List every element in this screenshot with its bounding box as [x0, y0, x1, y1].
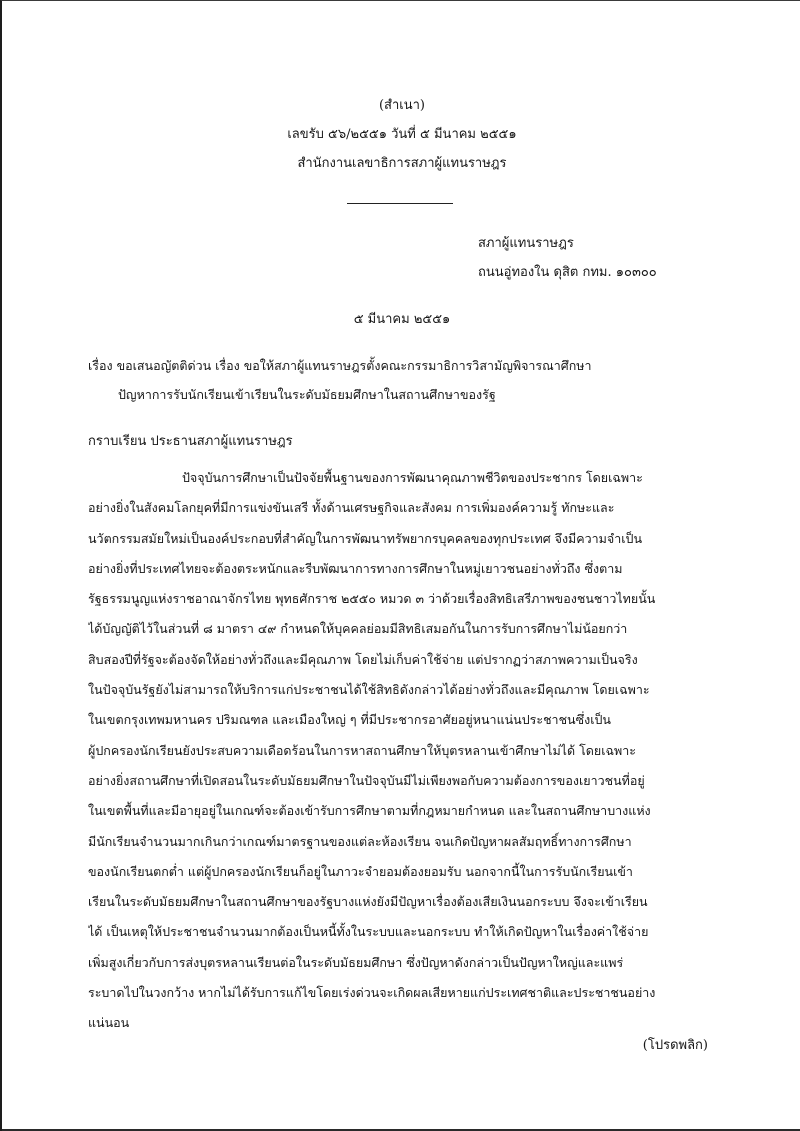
office-name-text: สำนักงานเลขาธิการสภาผู้แทนราษฎร	[297, 156, 507, 171]
letter-date	[2, 307, 800, 333]
body-line: ได้บัญญัติไว้ในส่วนที่ ๘ มาตรา ๔๙ กำหนดให้บุคคลย่อมมีสิทธิเสมอกันในการรับการศึกษาไม่น้อยกว่า	[88, 621, 628, 637]
please-turn-over	[643, 1033, 708, 1059]
body-line: นวัตกรรมสมัยใหม่เป็นองค์ประกอบที่สำคัญในการพัฒนาทรัพยากรบุคคลของทุกประเทศ จึงมีความจำเป็น	[88, 530, 643, 546]
body-line: มีนักเรียนจำนวนมากเกินกว่าเกณฑ์มาตรฐานของแต่ละห้องเรียน จนเกิดปัญหาผลสัมฤทธิ์ทางการศึกษา	[88, 833, 632, 849]
body-line: ปัจจุบันการศึกษาเป็นปัจจัยพื้นฐานของการพัฒนาคุณภาพชีวิตของประชากร โดยเฉพาะ	[182, 470, 643, 485]
body-line: อย่างยิ่งที่ประเทศไทยจะต้องตระหนักและรีบพัฒนาการทางการศึกษาในหมู่เยาวชนอย่างทั่วถึง ซึ่งตาม	[88, 560, 623, 576]
address-line-2: ถนนอู่ทองใน ดุสิต กทม. ๑๐๓๐๐	[478, 265, 657, 280]
body-line: รัฐธรรมนูญแห่งราชอาณาจักรไทย พุทธศักราช ๒๕๕๐ หมวด ๓ ว่าด้วยเรื่องสิทธิเสรีภาพของชนชาวไทยนั้น	[88, 591, 656, 607]
salutation-text: กราบเรียน ประธานสภาผู้แทนราษฎร	[88, 434, 293, 449]
body-line: ของนักเรียนตกต่ำ แต่ผู้ปกครองนักเรียนก็อยู่ในภาวะจำยอมต้องยอมรับ นอกจากนี้ในการรับนักเรียนเข้า	[88, 863, 633, 879]
body-line: เรียนในระดับมัธยมศึกษาในสถานศึกษาของรัฐบางแห่งยังมีปัญหาเรื่องต้องเสียเงินนอกระบบ จึงจะเข้าเรียน	[88, 894, 648, 910]
subject-line-1: เรื่อง ขอเสนอญัตติด่วน เรื่อง ขอให้สภาผู้แทนราษฎรตั้งคณะกรรมาธิการวิสามัญพิจารณาศึกษา	[88, 358, 592, 373]
body-line: แน่นอน	[88, 1015, 130, 1031]
body-line: ในเขตกรุงเทพมหานคร ปริมณฑล และเมืองใหญ่ ๆ ที่มีประชากรอาศัยอยู่หนาแน่นประชาชนซึ่งเป็น	[88, 712, 611, 728]
body-paragraph	[88, 463, 778, 1039]
body-line: ในเขตพื้นที่และมีอายุอยู่ในเกณฑ์จะต้องเข้ารับการศึกษาตามที่กฎหมายกำหนด และในสถานศึกษาบางแห่ง	[88, 803, 651, 819]
receipt-line	[2, 122, 800, 148]
header-divider	[347, 203, 453, 204]
body-line: สิบสองปีที่รัฐจะต้องจัดให้อย่างทั่วถึงและมีคุณภาพ โดยไม่เก็บค่าใช้จ่าย แต่ปรากฏว่าสภาพความเป็นจริง	[88, 651, 638, 667]
copy-label-text: (สำเนา)	[378, 98, 425, 113]
subject-line-2: ปัญหาการรับนักเรียนเข้าเรียนในระดับมัธยมศึกษาในสถานศึกษาของรัฐ	[118, 387, 496, 402]
body-line: อย่างยิ่งสถานศึกษาที่เปิดสอนในระดับมัธยมศึกษาในปัจจุบันมีไม่เพียงพอกับความต้องการของเยาวชนที่อยู่	[88, 772, 645, 788]
salutation	[88, 429, 293, 455]
copy-label	[2, 93, 800, 119]
body-line: ระบาดไปในวงกว้าง หากไม่ได้รับการแก้ไขโดยเร่งด่วนจะเกิดผลเสียหายแก่ประเทศชาติและประชาชนอย่าง	[88, 985, 656, 1001]
body-line: อย่างยิ่งในสังคมโลกยุคที่มีการแข่งขันเสรี ทั้งด้านเศรษฐกิจและสังคม การเพิ่มองค์ความรู้ ทักษะและ	[88, 500, 615, 516]
body-line: เพิ่มสูงเกี่ยวกับการส่งบุตรหลานเรียนต่อในระดับมัธยมศึกษา ซึ่งปัญหาดังกล่าวเป็นปัญหาใหญ่และแพร่	[88, 954, 624, 970]
sender-address	[478, 229, 657, 287]
subject	[88, 351, 768, 409]
body-line: ได้ เป็นเหตุให้ประชาชนจำนวนมากต้องเป็นหนี้ทั้งในระบบและนอกระบบ ทำให้เกิดปัญหาในเรื่องค่าใช้จ่าย	[88, 924, 649, 940]
receipt-line-text: เลขรับ ๕๖/๒๕๕๑ วันที่ ๕ มีนาคม ๒๕๕๑	[287, 127, 517, 142]
please-turn-over-text: (โปรดพลิก)	[642, 1038, 708, 1053]
office-name	[2, 151, 800, 177]
letter-date-text: ๕ มีนาคม ๒๕๕๑	[353, 312, 451, 327]
address-line-1: สภาผู้แทนราษฎร	[478, 236, 574, 251]
body-line: ในปัจจุบันรัฐยังไม่สามารถให้บริการแก่ประชาชนได้ใช้สิทธิดังกล่าวได้อย่างทั่วถึงและมีคุณภาพ โดยเฉพาะ	[88, 682, 650, 698]
body-line: ผู้ปกครองนักเรียนยังประสบความเดือดร้อนในการหาสถานศึกษาให้บุตรหลานเข้าศึกษาไม่ได้ โดยเฉพาะ	[88, 742, 636, 758]
